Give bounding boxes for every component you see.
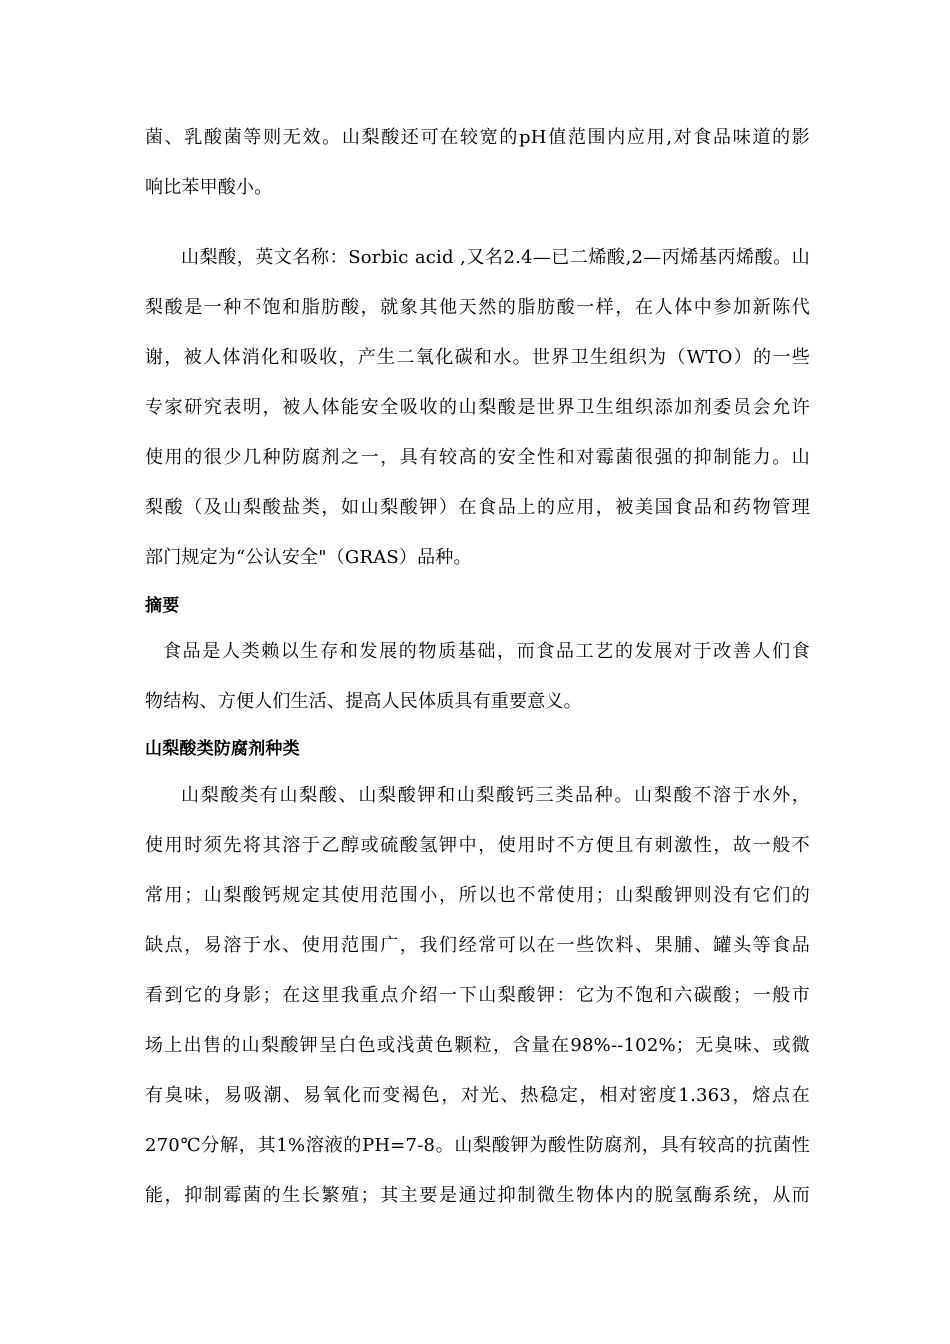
types-line-9: 能，抑制霉菌的生长繁殖；其主要是通过抑制微生物体内的脱氢酶系统，从而 — [145, 1185, 810, 1206]
types-line-3: 常用；山梨酸钙规定其使用范围小，所以也不常使用；山梨酸钾则没有它们的 — [145, 885, 810, 906]
intro-line-1: 菌、乳酸菌等则无效。山梨酸还可在较宽的pH值范围内应用,对食品味道的影 — [145, 127, 810, 148]
abstract-line-2: 物结构、方便人们生活、提高人民体质具有重要意义。 — [145, 691, 582, 712]
types-line-7: 有臭味，易吸潮、易氧化而变褐色，对光、热稳定，相对密度1.363，熔点在 — [145, 1085, 810, 1106]
types-heading: 山梨酸类防腐剂种类 — [145, 739, 300, 759]
sorbic-line-2: 梨酸是一种不饱和脂肪酸，就象其他天然的脂肪酸一样，在人体中参加新陈代 — [145, 297, 810, 318]
types-line-2: 使用时须先将其溶于乙醇或硫酸氢钾中，使用时不方便且有刺激性，故一般不 — [145, 835, 810, 856]
sorbic-line-7: 部门规定为“公认安全"（GRAS）品种。 — [145, 547, 472, 568]
types-line-1: 山梨酸类有山梨酸、山梨酸钾和山梨酸钙三类品种。山梨酸不溶于水外， — [181, 785, 810, 806]
intro-line-2: 响比苯甲酸小。 — [145, 177, 273, 198]
abstract-line-1: 食品是人类赖以生存和发展的物质基础，而食品工艺的发展对于改善人们食 — [163, 641, 810, 662]
types-line-5: 看到它的身影；在这里我重点介绍一下山梨酸钾：它为不饱和六碳酸；一般市 — [145, 985, 810, 1006]
sorbic-line-1: 山梨酸，英文名称：Sorbic acid ,又名2.4—已二烯酸,2—丙烯基丙烯酸。山 — [181, 247, 810, 268]
types-line-6: 场上出售的山梨酸钾呈白色或浅黄色颗粒，含量在98%--102%；无臭味、或微 — [145, 1035, 810, 1056]
abstract-heading: 摘要 — [145, 596, 180, 616]
types-line-4: 缺点，易溶于水、使用范围广，我们经常可以在一些饮料、果脯、罐头等食品 — [145, 935, 810, 956]
sorbic-line-3: 谢，被人体消化和吸收，产生二氧化碳和水。世界卫生组织为（WTO）的一些 — [145, 347, 810, 368]
types-line-8: 270℃分解，其1%溶液的PH=7-8。山梨酸钾为酸性防腐剂，具有较高的抗菌性 — [145, 1135, 810, 1156]
sorbic-line-5: 使用的很少几种防腐剂之一，具有较高的安全性和对霉菌很强的抑制能力。山 — [145, 447, 810, 468]
sorbic-line-4: 专家研究表明，被人体能安全吸收的山梨酸是世界卫生组织添加剂委员会允许 — [145, 397, 810, 418]
sorbic-line-6: 梨酸（及山梨酸盐类，如山梨酸钾）在食品上的应用，被美国食品和药物管理 — [145, 497, 810, 518]
